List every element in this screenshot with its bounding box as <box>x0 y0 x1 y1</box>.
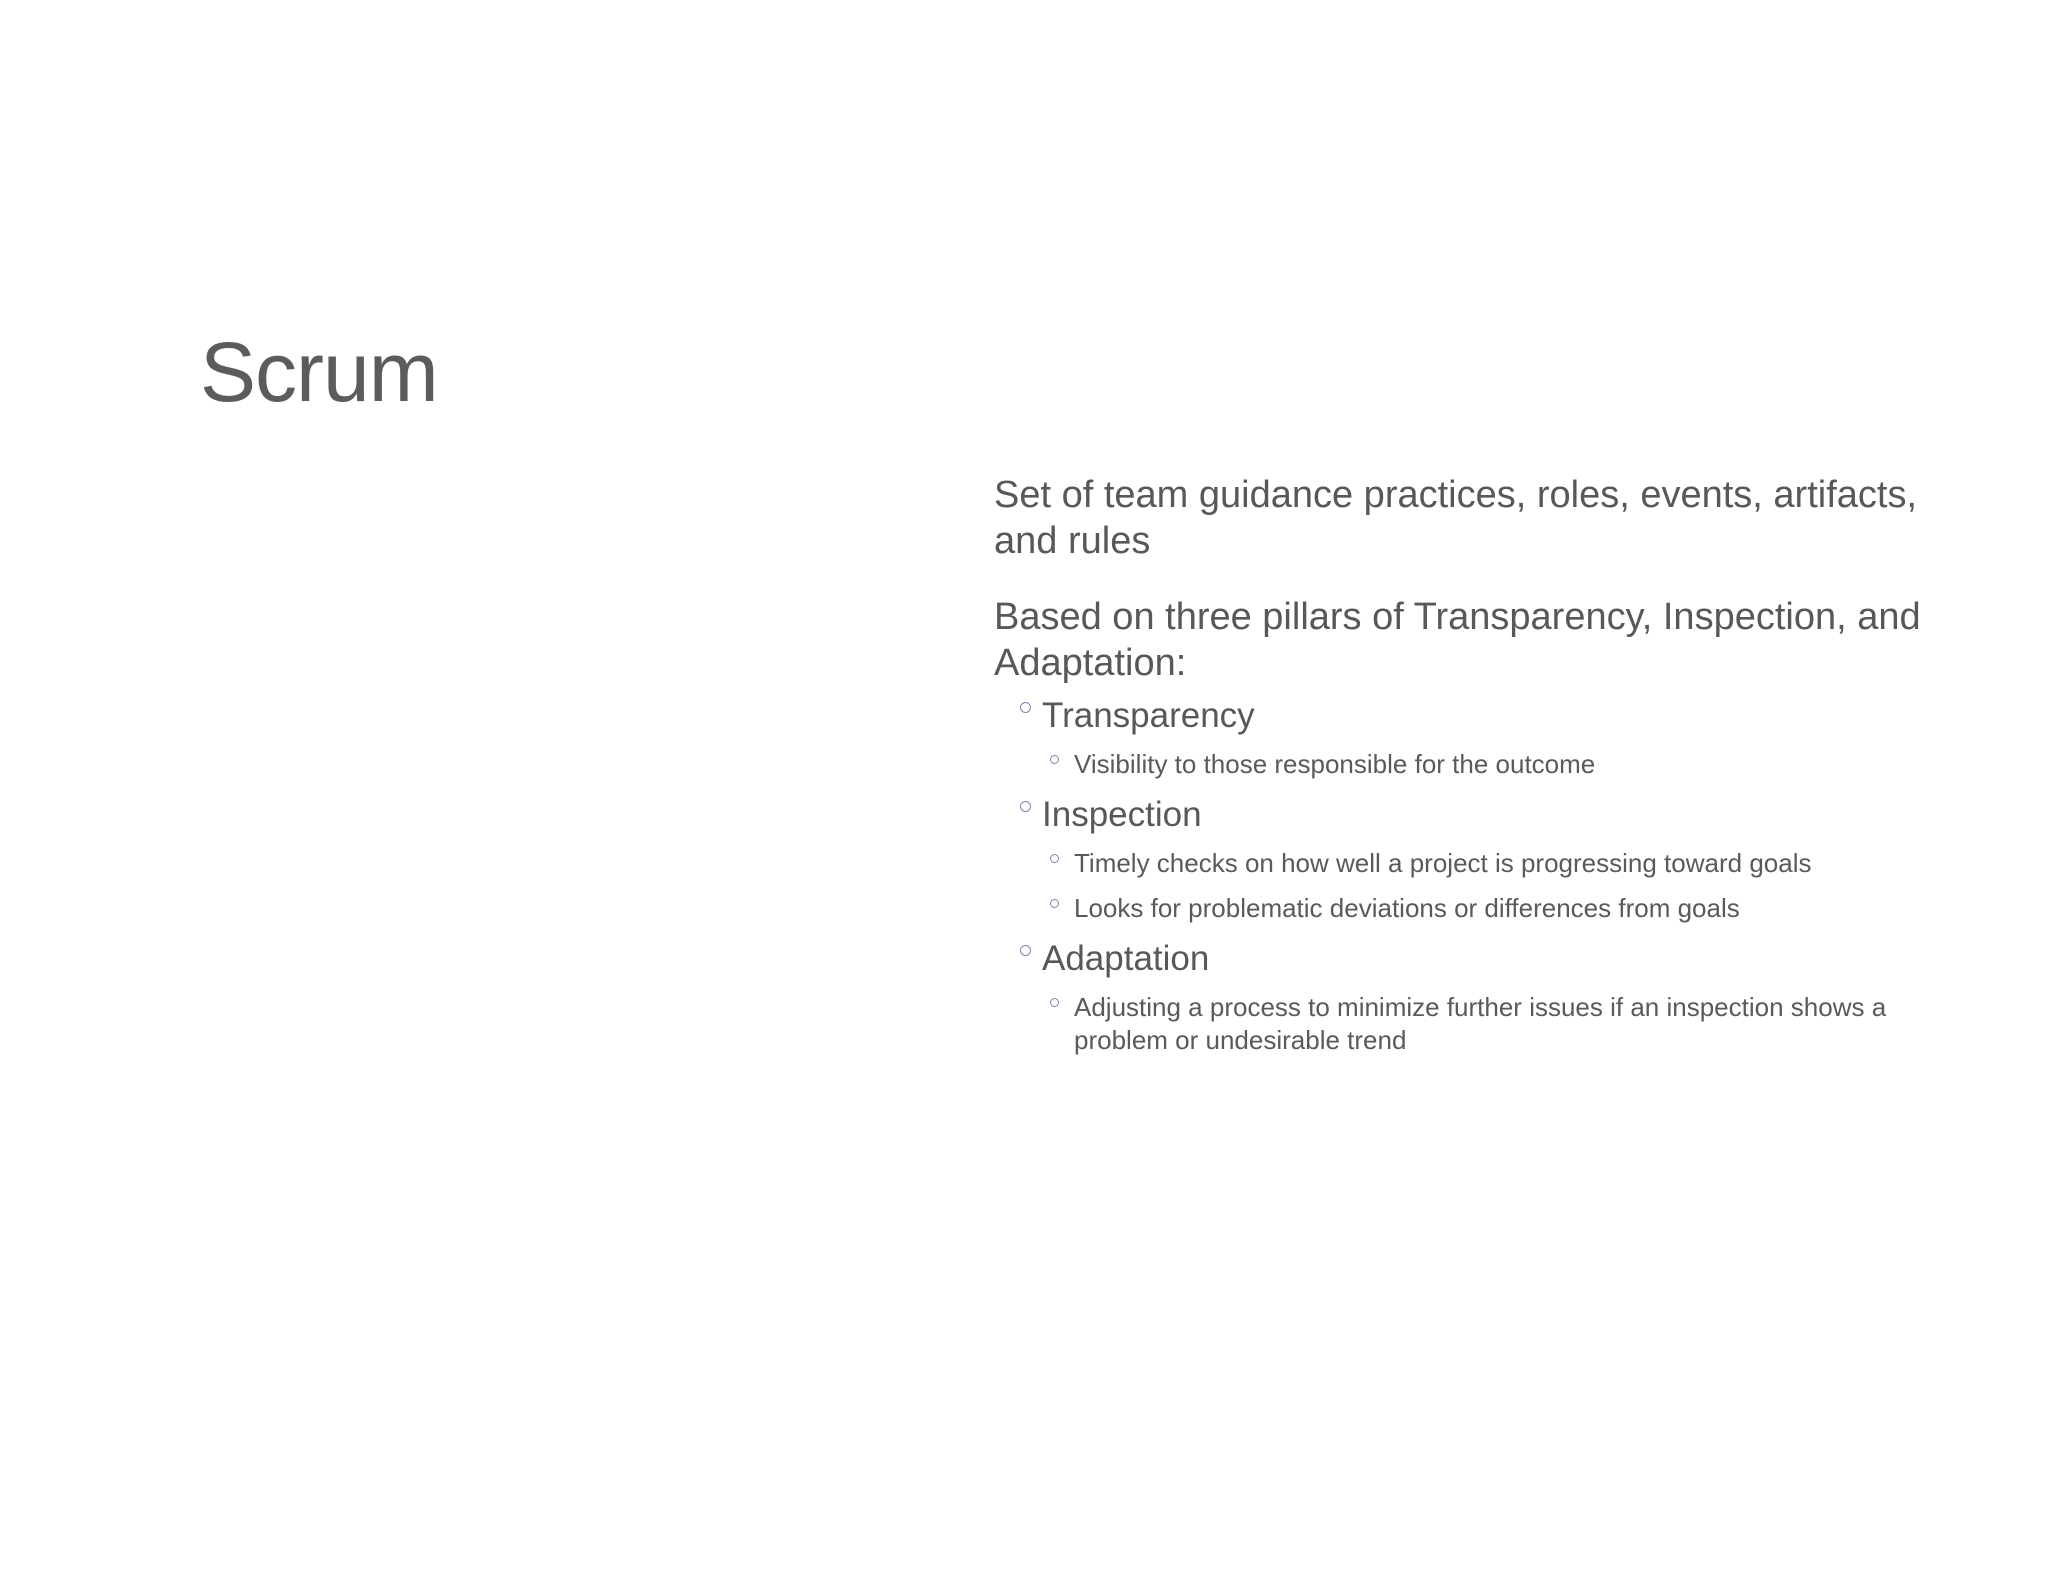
slide-title: Scrum <box>200 325 438 419</box>
pillar-detail <box>994 847 1954 880</box>
pillar-inspection <box>994 793 1954 837</box>
circle-bullet-icon <box>1050 998 1059 1007</box>
pillar-detail <box>994 748 1954 781</box>
circle-bullet-icon <box>1020 945 1031 956</box>
pillar-detail-text: Timely checks on how well a project is progressing toward goals <box>1074 848 1812 878</box>
intro-paragraph: Set of team guidance practices, roles, events, artifacts, and rules <box>994 474 1918 562</box>
pillar-detail-text: Adjusting a process to minimize further issues if an inspection shows a problem or undesirable trend <box>1074 992 1887 1055</box>
pillar-detail-text: Looks for problematic deviations or differences from goals <box>1074 893 1740 923</box>
pillar-transparency <box>994 694 1954 738</box>
pillar-label: Transparency <box>1042 696 1255 735</box>
pillar-label: Inspection <box>1042 795 1202 834</box>
pillar-detail <box>994 991 1954 1057</box>
slide-content <box>994 472 1954 1069</box>
circle-bullet-icon <box>1020 702 1031 713</box>
pillar-label: Adaptation <box>1042 939 1210 978</box>
pillar-detail-text: Visibility to those responsible for the outcome <box>1074 749 1596 779</box>
circle-bullet-icon <box>1050 755 1059 764</box>
pillars-paragraph: Based on three pillars of Transparency, Inspection, and Adaptation: <box>994 596 1921 684</box>
circle-bullet-icon <box>1050 854 1059 863</box>
circle-bullet-icon <box>1020 801 1031 812</box>
pillar-detail <box>994 892 1954 925</box>
pillar-adaptation <box>994 937 1954 981</box>
circle-bullet-icon <box>1050 899 1059 908</box>
